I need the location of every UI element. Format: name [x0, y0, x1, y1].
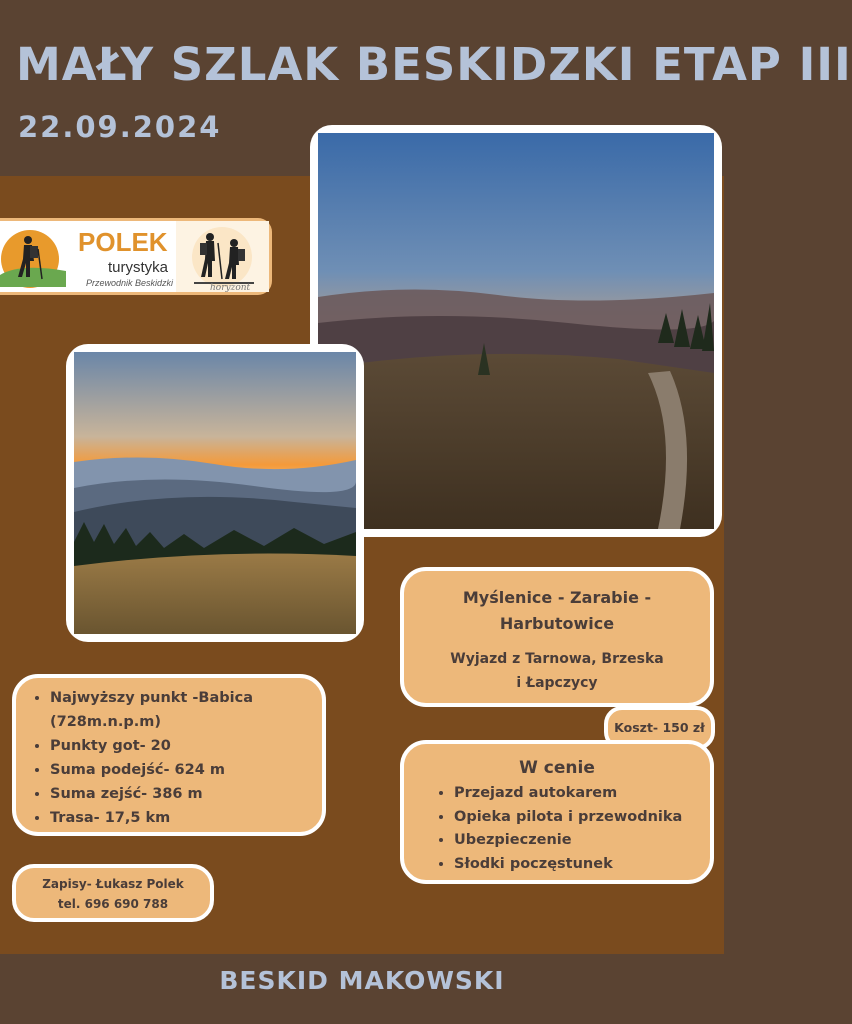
departure-line: i Łapczycy: [516, 675, 598, 691]
list-item: • Ubezpieczenie: [454, 829, 682, 853]
list-item-text: (728m.n.p.m): [50, 714, 161, 730]
landscape-photo-image: [318, 133, 714, 529]
svg-text:horyzont: horyzont: [210, 283, 251, 293]
list-item: • Słodki poczęstunek: [454, 853, 682, 877]
price-includes-box: [400, 740, 714, 884]
departure-line: Wyjazd z Tarnowa, Brzeska: [450, 651, 664, 667]
list-item: • Punkty got- 20: [50, 734, 253, 758]
sunset-trail-photo: [310, 125, 722, 537]
contact-line: Zapisy- Łukasz Polek: [42, 877, 184, 891]
event-date: 22.09.2024: [18, 110, 222, 144]
price-includes-title: W cenie: [519, 758, 595, 778]
price-includes-list: [438, 782, 682, 876]
contact-phone: tel. 696 690 788: [57, 897, 169, 911]
list-item: • Suma zejść- 386 m: [50, 782, 253, 806]
route-name: [404, 585, 710, 637]
list-item-text: Najwyższy punkt -Babica: [50, 690, 253, 706]
footer-region-title: BESKID MAKOWSKI: [219, 966, 505, 995]
trail-info-list: [34, 686, 253, 830]
polek-turystyka-logo: [0, 218, 272, 295]
list-item: • Trasa- 17,5 km: [50, 806, 253, 830]
poster-title: MAŁY SZLAK BESKIDZKI ETAP III: [16, 38, 852, 91]
hiker-logo-icon: [0, 229, 66, 287]
trail-info-box: [12, 674, 326, 836]
cost-badge: Koszt- 150 zł: [604, 706, 715, 750]
list-item: • Przejazd autokarem: [454, 782, 682, 806]
mountain-sunset-photo: [66, 344, 364, 642]
contact-box: [12, 864, 214, 922]
hikers-silhouette-icon: [176, 221, 269, 292]
logo-subtitle: turystyka: [108, 259, 169, 276]
logo-tagline: Przewodnik Beskidzki: [86, 278, 174, 288]
list-item: • Opieka pilota i przewodnika: [454, 806, 682, 830]
route-name-line: Myślenice - Zarabie -: [462, 588, 652, 607]
route-box: [400, 567, 714, 707]
route-name-line: Harbutowice: [499, 614, 615, 633]
logo-brand-name: POLEK: [78, 227, 168, 257]
list-item: • Suma podejść- 624 m: [50, 758, 253, 782]
list-item: [50, 686, 253, 734]
departure-info: [404, 647, 710, 695]
mountain-photo-image: [74, 352, 356, 634]
